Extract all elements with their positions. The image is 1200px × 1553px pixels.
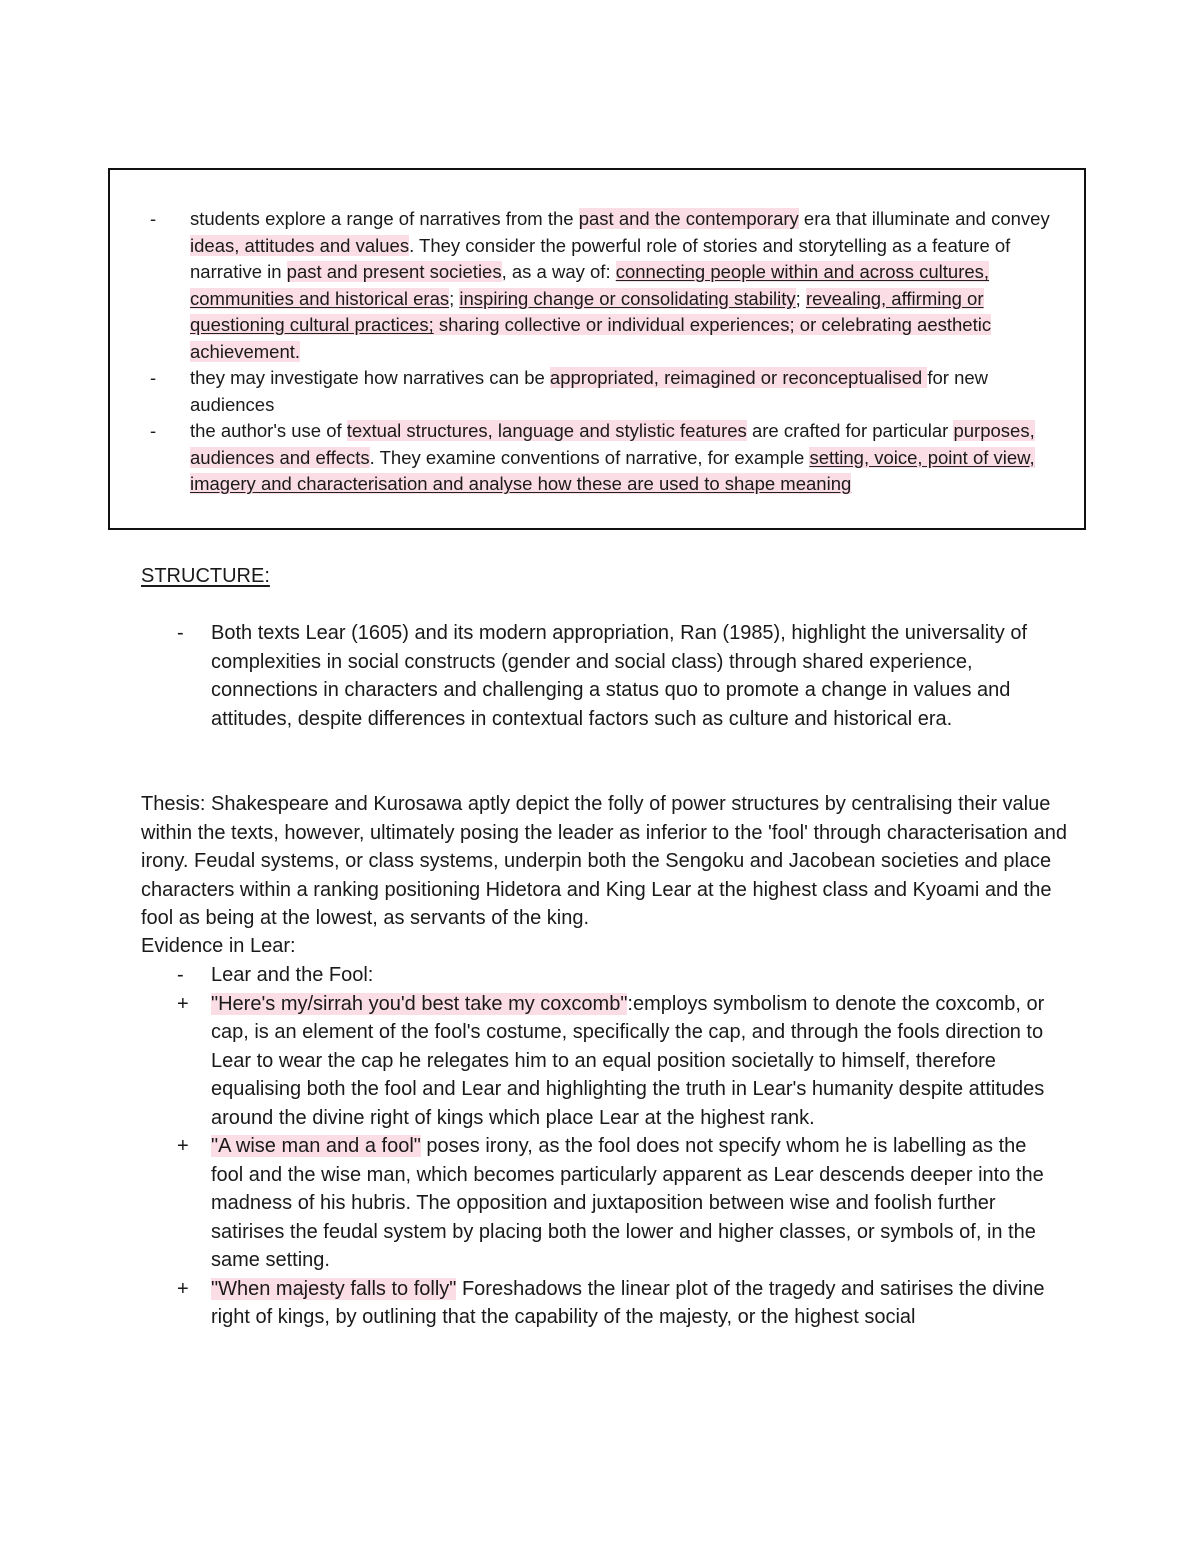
highlight: textual structures, language and stylistic features [346,420,747,441]
quote-highlight: "Here's my/sirrah you'd best take my coxcomb" [211,992,628,1015]
structure-list [141,619,1061,733]
text-run: the author's use of [190,420,347,441]
quote-highlight: "A wise man and a fool" [211,1135,421,1157]
evidence-item-wise-man [141,1132,1061,1275]
text-run: ; [795,287,806,309]
highlight-underlined: connecting people within and across cultures, communities and historical eras [190,261,990,309]
list-item [141,619,1061,733]
syllabus-box [108,168,1086,530]
bullet-marker: - [177,964,184,986]
plus-marker: + [177,1135,189,1157]
highlight: past and present societies [286,261,502,282]
highlight-underlined: setting, voice, point of view, imagery and characterisation and analyse how these are used to shape meaning [190,446,1035,494]
text-run: ; [449,287,460,309]
text-run: students explore a range of narratives from the [190,208,579,229]
highlight: sharing collective or individual experiences; or celebrating aesthetic achievement. [190,314,992,362]
highlight-underlined: revealing, affirming or questioning cultural practices; [190,287,984,335]
evidence-subheading [141,961,1061,990]
bullet-marker: - [177,622,184,644]
bullet-marker: - [150,208,157,229]
highlight-underlined: inspiring change or consolidating stability [459,287,796,309]
text-run: era that illuminate and convey [798,208,1050,229]
highlight: purposes, audiences and effects [190,420,1035,468]
list-item-text: poses irony, as the fool does not specify whom he is labelling as the fool and the wise man, which becomes particularly apparent as Lear descends deeper into the madness of his hubris. The opposition and juxtaposition between wise and foolish further satirises the feudal system by placing both the lower and higher classes, or symbols of, in the same setting. [211,1135,1044,1271]
list-item-text: :employs symbolism to denote the coxcomb, or cap, is an element of the fool's costume, specifically the cap, and through the fools direction to Lear to wear the cap he relegates him to an equal position societally to himself, therefore equalising both the fool and Lear and highlighting the truth in Lear's humanity despite attitudes around the divine right of kings which place Lear at the highest rank. [211,992,1045,1129]
list-item-text: Both texts Lear (1605) and its modern appropriation, Ran (1985), highlight the universality of complexities in social constructs (gender and social class) through shared experience, connections in characters and challenging a status quo to promote a change in values and attitudes, despite differences in contextual factors such as culture and historical era. [211,622,1028,730]
text-run: , as a way of: [501,261,616,282]
syllabus-bullet-2 [150,365,1060,418]
bullet-marker: - [150,420,157,441]
highlight: ideas, attitudes and values [190,234,410,256]
thesis-paragraph: Thesis: Shakespeare and Kurosawa aptly depict the folly of power structures by centralising their value within the texts, however, ultimately posing the leader as inferior to the 'fool' through characterisation and irony. Feudal systems, or class systems, underpin both the Sengoku and Jacobean societies and place characters within a ranking positioning Hidetora and King Lear at the highest class and Kyoami and the fool as being at the lowest, as servants of the king. [141,793,1067,929]
quote-highlight: "When majesty falls to folly" [211,1277,457,1300]
evidence-list [141,961,1061,1332]
evidence-heading: Evidence in Lear: [141,935,296,957]
syllabus-bullet-1 [150,206,1060,365]
highlight: past and the contemporary [578,208,799,229]
text-run: . They consider the powerful role of stories and storytelling as a feature of narrative in [190,234,1011,282]
evidence-item-majesty [141,1275,1061,1332]
text-run: are crafted for particular [746,420,954,441]
highlight: appropriated, reimagined or reconceptualised [549,367,928,388]
syllabus-list [150,206,1060,498]
list-item-text: Lear and the Fool: [211,964,374,986]
text-run: for new audiences [190,367,989,415]
text-run: . They examine conventions of narrative, for example [369,446,810,468]
evidence-item-coxcomb [141,990,1061,1133]
structure-heading: STRUCTURE: [141,565,270,587]
syllabus-bullet-3 [150,418,1060,498]
bullet-marker: - [150,367,157,388]
plus-marker: + [177,1277,189,1300]
text-run: they may investigate how narratives can be [190,367,550,388]
list-item-text: Foreshadows the linear plot of the tragedy and satirises the divine right of kings, by outlining that the capability of the majesty, or the highest social [211,1277,1045,1328]
plus-marker: + [177,992,189,1015]
